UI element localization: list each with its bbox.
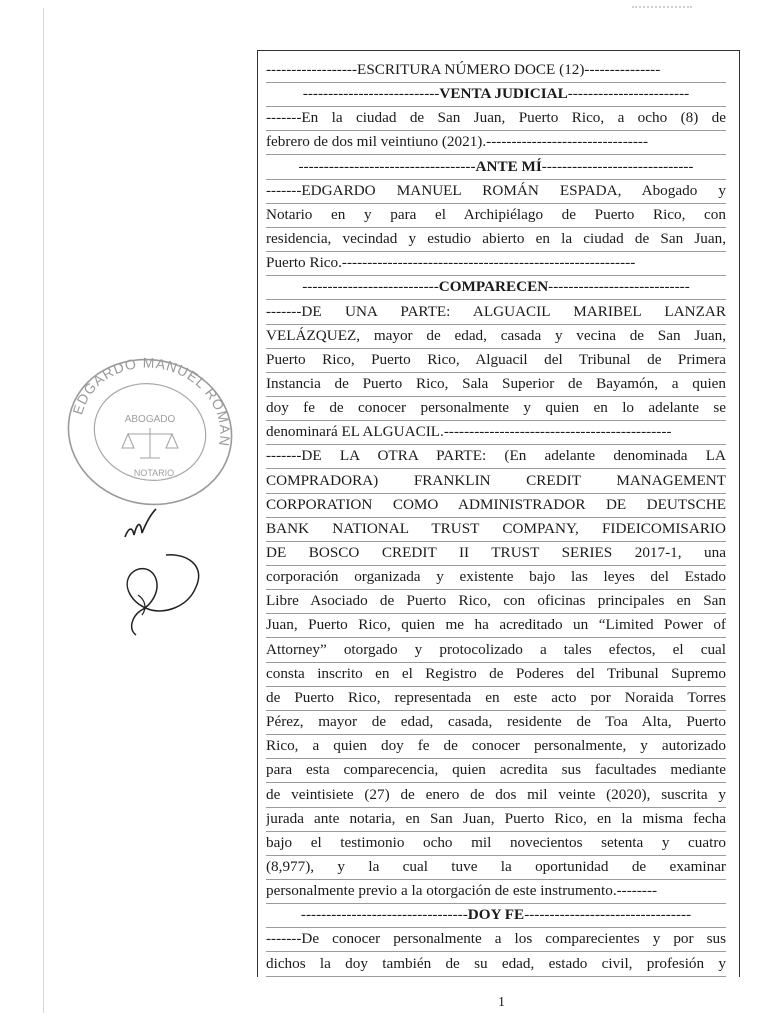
- document-line: febrero de dos mil veintiuno (2021).--------------------------------: [266, 130, 726, 155]
- document-line: BANK NATIONAL TRUST COMPANY, FIDEICOMISARIO: [266, 517, 726, 542]
- document-line: bajo el testimonio ocho mil novecientos setenta y cuatro: [266, 831, 726, 856]
- document-line: doy fe de conocer personalmente y quien en lo adelante se: [266, 396, 726, 421]
- scan-edge-line: [43, 8, 44, 1013]
- document-line: -------En la ciudad de San Juan, Puerto Rico, a ocho (8) de: [266, 106, 726, 131]
- line-dashes: -----------------------------------: [298, 157, 476, 175]
- document-line: de Puerto Rico, representada en este acto por Noraida Torres: [266, 686, 726, 711]
- seal-bottom-word: NOTARIO: [133, 468, 175, 478]
- document-line: VELÁZQUEZ, mayor de edad, casada y vecina de San Juan,: [266, 324, 726, 349]
- initials-signature-icon: [120, 505, 160, 545]
- document-line: de veintisiete (27) de enero de dos mil veinte (2020), suscrita y: [266, 783, 726, 808]
- document-line: consta inscrito en el Registro de Poderes del Tribunal Supremo: [266, 662, 726, 687]
- line-dashes: ---------------------------------: [524, 906, 692, 924]
- document-line: COMPRADORA) FRANKLIN CREDIT MANAGEMENT: [266, 469, 726, 494]
- document-line: CORPORATION COMO ADMINISTRADOR DE DEUTSCHE: [266, 493, 726, 518]
- document-line: [266, 275, 726, 300]
- seal-ring-text: EDGARDO MANUEL ROMÁN: [69, 354, 234, 448]
- document-line: Attorney” otorgado y protocolizado a tales efectos, el cual: [266, 638, 726, 663]
- document-line: residencia, vecindad y estudio abierto en la ciudad de San Juan,: [266, 227, 726, 252]
- document-line: [266, 155, 726, 180]
- seal-top-word: ABOGADO: [124, 414, 176, 425]
- section-heading: ANTE MÍ: [475, 157, 542, 175]
- document-line: Puerto Rico, Puerto Rico, Alguacil del Tribunal de Primera: [266, 348, 726, 373]
- page-number: 1: [498, 995, 505, 1010]
- document-line: -------De conocer personalmente a los comparecientes y por sus: [266, 927, 726, 952]
- document-line: denominará EL ALGUACIL.---------------------------------------------: [266, 420, 726, 445]
- document-line: -------DE UNA PARTE: ALGUACIL MARIBEL LANZAR: [266, 300, 726, 325]
- document-line: Instancia de Puerto Rico, Sala Superior de Bayamón, a quien: [266, 372, 726, 397]
- document-line: corporación organizada y existente bajo las leyes del Estado: [266, 565, 726, 590]
- line-dashes: ---------------------------------: [300, 906, 468, 924]
- document-line: dichos la doy también de su edad, estado civil, profesión y: [266, 952, 726, 977]
- line-dashes: ------------------------: [567, 85, 690, 103]
- notary-seal-icon: [58, 350, 243, 510]
- document-line: ------------------ESCRITURA NÚMERO DOCE (12)---------------: [266, 58, 726, 83]
- document-line: Rico, a quien doy fe de conocer personalmente, y autorizado: [266, 734, 726, 759]
- handwritten-signature-icon: [108, 545, 218, 655]
- line-dashes: ---------------------------: [302, 85, 440, 103]
- document-line: Juan, Puerto Rico, quien me ha acreditado un “Limited Power of: [266, 613, 726, 638]
- document-line: -------EDGARDO MANUEL ROMÁN ESPADA, Abogado y: [266, 179, 726, 204]
- section-heading: VENTA JUDICIAL: [439, 85, 568, 103]
- document-line: Notario en y para el Archipiélago de Puerto Rico, con: [266, 203, 726, 228]
- document-line: -------DE LA OTRA PARTE: (En adelante denominada LA: [266, 444, 726, 469]
- document-line: [266, 82, 726, 107]
- document-line: Puerto Rico.----------------------------------------------------------: [266, 251, 726, 276]
- document-line: para esta comparecencia, quien acredita sus facultades mediante: [266, 758, 726, 783]
- section-heading: COMPARECEN: [438, 278, 549, 296]
- document-line: DE BOSCO CREDIT II TRUST SERIES 2017-1, una: [266, 541, 726, 566]
- document-line: Pérez, mayor de edad, casada, residente de Toa Alta, Puerto: [266, 710, 726, 735]
- section-heading: DOY FE: [467, 906, 525, 924]
- document-line: jurada ante notaria, en San Juan, Puerto Rico, en la misma fecha: [266, 807, 726, 832]
- document-line: (8,977), y la cual tuve la oportunidad de examinar: [266, 855, 726, 880]
- line-dashes: ----------------------------: [548, 278, 690, 296]
- document-line: Libre Asociado de Puerto Rico, con oficinas principales en San: [266, 589, 726, 614]
- scan-top-mark: [632, 6, 692, 9]
- document-line: personalmente previo a la otorgación de este instrumento.--------: [266, 879, 726, 904]
- document-line: [266, 903, 726, 928]
- line-dashes: ---------------------------: [302, 278, 439, 296]
- line-dashes: ------------------------------: [541, 157, 694, 175]
